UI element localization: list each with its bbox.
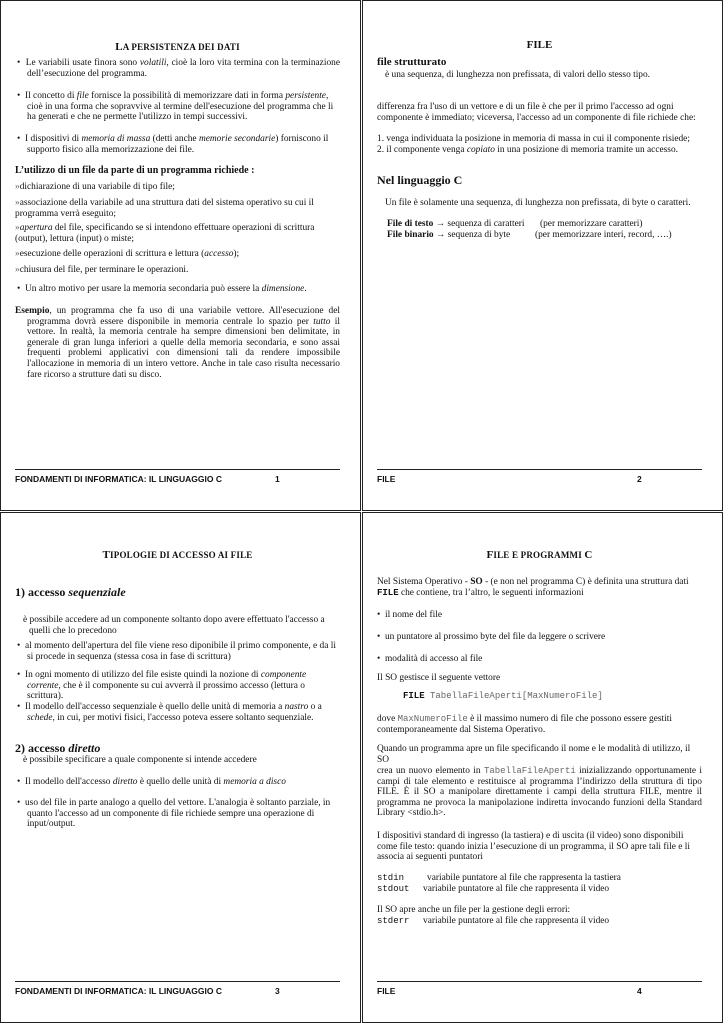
bullet-analogia-vettore: • uso del file in parte analogo a quello del vettore. L'analogia è soltanto parziale, in quanto l'accesso ad un componente di file richiede sempre una operazione di input/output.	[17, 798, 331, 830]
linguaggio-c-heading: Nel linguaggio C	[377, 173, 463, 187]
esempio-paragraph: Esempio, un programma che fa uso di una variabile vettore. All'esecuzione del programma dovrà essere disponibile in memoria centrale lo spazio per tutto il vettore. In realtà, la memoria centrale ha sempre dimensioni ben delimitate, in generale di gran lunga inferiori a quelle della memoria secondaria, e sono assai frequenti problemi applicativi con dimensioni tali da rendere impossibile l'allocazione in memoria di un intero vettore. Anche in tale caso risulta necessario fare ricorso a strutture dati su disco.	[15, 306, 340, 380]
slide-1	[0, 0, 361, 511]
slide-3-title: TIPOLOGIE DI ACCESSO AI FILE	[102, 549, 253, 561]
page-number: 2	[637, 474, 642, 484]
stdout-row: stdout variabile puntatore al file che rappresenta il video	[377, 884, 610, 894]
slide-4-title: FILE E PROGRAMMI C	[486, 549, 593, 561]
linguaggio-c-text: Un file è solamente una sequenza, di lunghezza non prefissata, di byte o caratteri.	[385, 198, 691, 208]
stderr-row: stderr variabile puntatore al file che rappresenta il video	[377, 916, 610, 926]
bullet-apertura: • al momento dell'apertura del file viene reso diponibile il primo componente, e da lì si procede in sequenza (stessa cosa in fase di scrittura)	[17, 641, 336, 662]
slide-1-title: LA PERSISTENZA DEI DATI	[115, 41, 240, 53]
requirement-2: 2. il componente venga copiato in una posizione di memoria tramite un accesso.	[377, 145, 678, 155]
step-chiusura: »chiusura del file, per terminare le operazioni.	[15, 265, 189, 275]
step-dichiarazione: »dichiarazione di una variabile di tipo file;	[15, 182, 175, 192]
info-puntatore: • un puntatore al prossimo byte del file da leggere o scrivere	[377, 632, 606, 642]
page-number: 1	[275, 474, 280, 484]
code-tabella: FILE TabellaFileAperti[MaxNumeroFile]	[403, 691, 603, 701]
bullet-componente-corrente: • In ogni momento di utilizzo del file esiste quindi la nozione di componente corrente, che è il componente su cui avverrà il prossimo accesso (lettura o scrittura).	[17, 670, 307, 702]
bullet-modello-diretto: • Il modello dell'accesso diretto è quello delle unità di memoria a disco	[17, 777, 286, 787]
slide-1-footer: FONDAMENTI DI INFORMATICA: IL LINGUAGGIO C 1	[15, 469, 340, 470]
step-associazione: »associazione della variabile ad una struttura dati del sistema operativo su cui il programma verrà eseguito;	[15, 198, 314, 219]
file-binario-row: File binario → sequenza di byte (per memorizzare interi, record, ….)	[387, 230, 672, 240]
slide-4	[362, 512, 723, 1023]
step-apertura: »apertura del file, specificando se si intendono effettuare operazioni di scrittura (output), lettura (input) o miste;	[15, 223, 315, 244]
differenza-paragraph: differenza fra l'uso di un vettore e di un file è che per il primo l'accesso ad ogni componente è immediato; viceversa, l'accesso ad un componente di file richiede che:	[377, 102, 696, 123]
so-intro: Nel Sistema Operativo - SO - (e non nel programma C) è definita una struttura dati FILE che contiene, tra l’altro, le seguenti informazioni	[377, 577, 689, 598]
slide-3-footer: FONDAMENTI DI INFORMATICA: IL LINGUAGGIO C 3	[15, 981, 340, 982]
file-strutturato-def: è una sequenza, di lunghezza non prefissata, di valori dello stesso tipo.	[385, 70, 651, 80]
slide-2-title: FILE	[526, 39, 553, 51]
file-di-testo-row: File di testo → sequenza di caratteri (per memorizzare caratteri)	[387, 219, 643, 229]
info-modalita: • modalità di accesso al file	[377, 654, 483, 664]
bullet-volatili: • Le variabili usate finora sono volatili, cioè la loro vita termina con la terminazione dell’esecuzione del programma.	[17, 58, 340, 79]
accesso-sequenziale-heading: 1) accesso sequenziale	[15, 585, 126, 599]
dispositivi-paragraph: I dispositivi standard di ingresso (la tastiera) e di uscita (il video) sono disponibili come file testo: quando inizia l’esecuzione di un programma, il SO apre tali file e li associa ai seguenti puntatori	[377, 831, 690, 863]
sequenziale-def: è possibile accedere ad un componente soltanto dopo avere effettuato l'accesso a quelli che lo precedono	[23, 615, 325, 636]
utilizzo-heading: L’utilizzo di un file da parte di un programma richiede :	[15, 165, 255, 176]
arrow-right-icon: →	[435, 219, 446, 229]
page-number: 3	[275, 986, 280, 996]
crea-paragraph: crea un nuovo elemento in TabellaFileAperti inizializzando opportunamente i campi di tale elemento e restituisce al programma l’indirizzo della struttura di tipo FILE. È il SO a manipolare direttamente i campi della struttura FILE, mentre il programma ne provoca la manipolazione indiretta invocando funzioni della Standard Library <stdio.h>.	[377, 766, 702, 819]
info-nome: • il nome del file	[377, 610, 442, 620]
requirement-1: 1. venga individuata la posizione in memoria di massa in cui il componente risiede;	[377, 134, 690, 144]
file-strutturato-heading: file strutturato	[377, 56, 447, 68]
errori-intro: Il SO apre anche un file per la gestione degli errori:	[377, 905, 571, 915]
bullet-persistente: • Il concetto di file fornisce la possibilità di memorizzare dati in forma persistente, cioè in una forma che sopravvive al termine dell'esecuzione del programma che li ha generati e che ne permette l'utilizzo in tempi successivi.	[17, 91, 334, 123]
slide-4-footer: FILE 4	[377, 981, 702, 982]
accesso-diretto-heading: 2) accesso diretto	[15, 741, 101, 755]
bullet-modello-sequenziale: • Il modello dell'accesso sequenziale è quello delle unità di memoria a nastro o a schede, in cui, per motivi fisici, l'accesso poteva essere soltanto sequenziale.	[17, 702, 322, 723]
diretto-def: è possibile specificare a quale componente si intende accedere	[23, 755, 257, 765]
slide-2	[362, 0, 723, 511]
slide-2-footer: FILE 2	[377, 469, 702, 470]
bullet-memoria-di-massa: • I dispositivi di memoria di massa (detti anche memorie secondarie) forniscono il supporto fisico alla memorizzazione dei file.	[17, 134, 329, 155]
quando-paragraph: Quando un programma apre un file specificando il nome e le modalità di utilizzo, il SO	[377, 744, 691, 765]
step-esecuzione: »esecuzione delle operazioni di scrittura e lettura (accesso);	[15, 249, 240, 259]
arrow-right-icon: →	[435, 230, 446, 240]
stdin-row: stdin variabile puntatore al file che rappresenta la tastiera	[377, 873, 621, 883]
dove-paragraph: dove MaxNumeroFile è il massimo numero di file che possono essere gestiti contemporaneamente dal Sistema Operativo.	[377, 714, 672, 735]
page-number: 4	[637, 986, 642, 996]
so-gestisce: Il SO gestisce il seguente vettore	[377, 673, 501, 683]
slide-3	[0, 512, 361, 1023]
bullet-dimensione: • Un altro motivo per usare la memoria secondaria può essere la dimensione.	[17, 284, 307, 294]
